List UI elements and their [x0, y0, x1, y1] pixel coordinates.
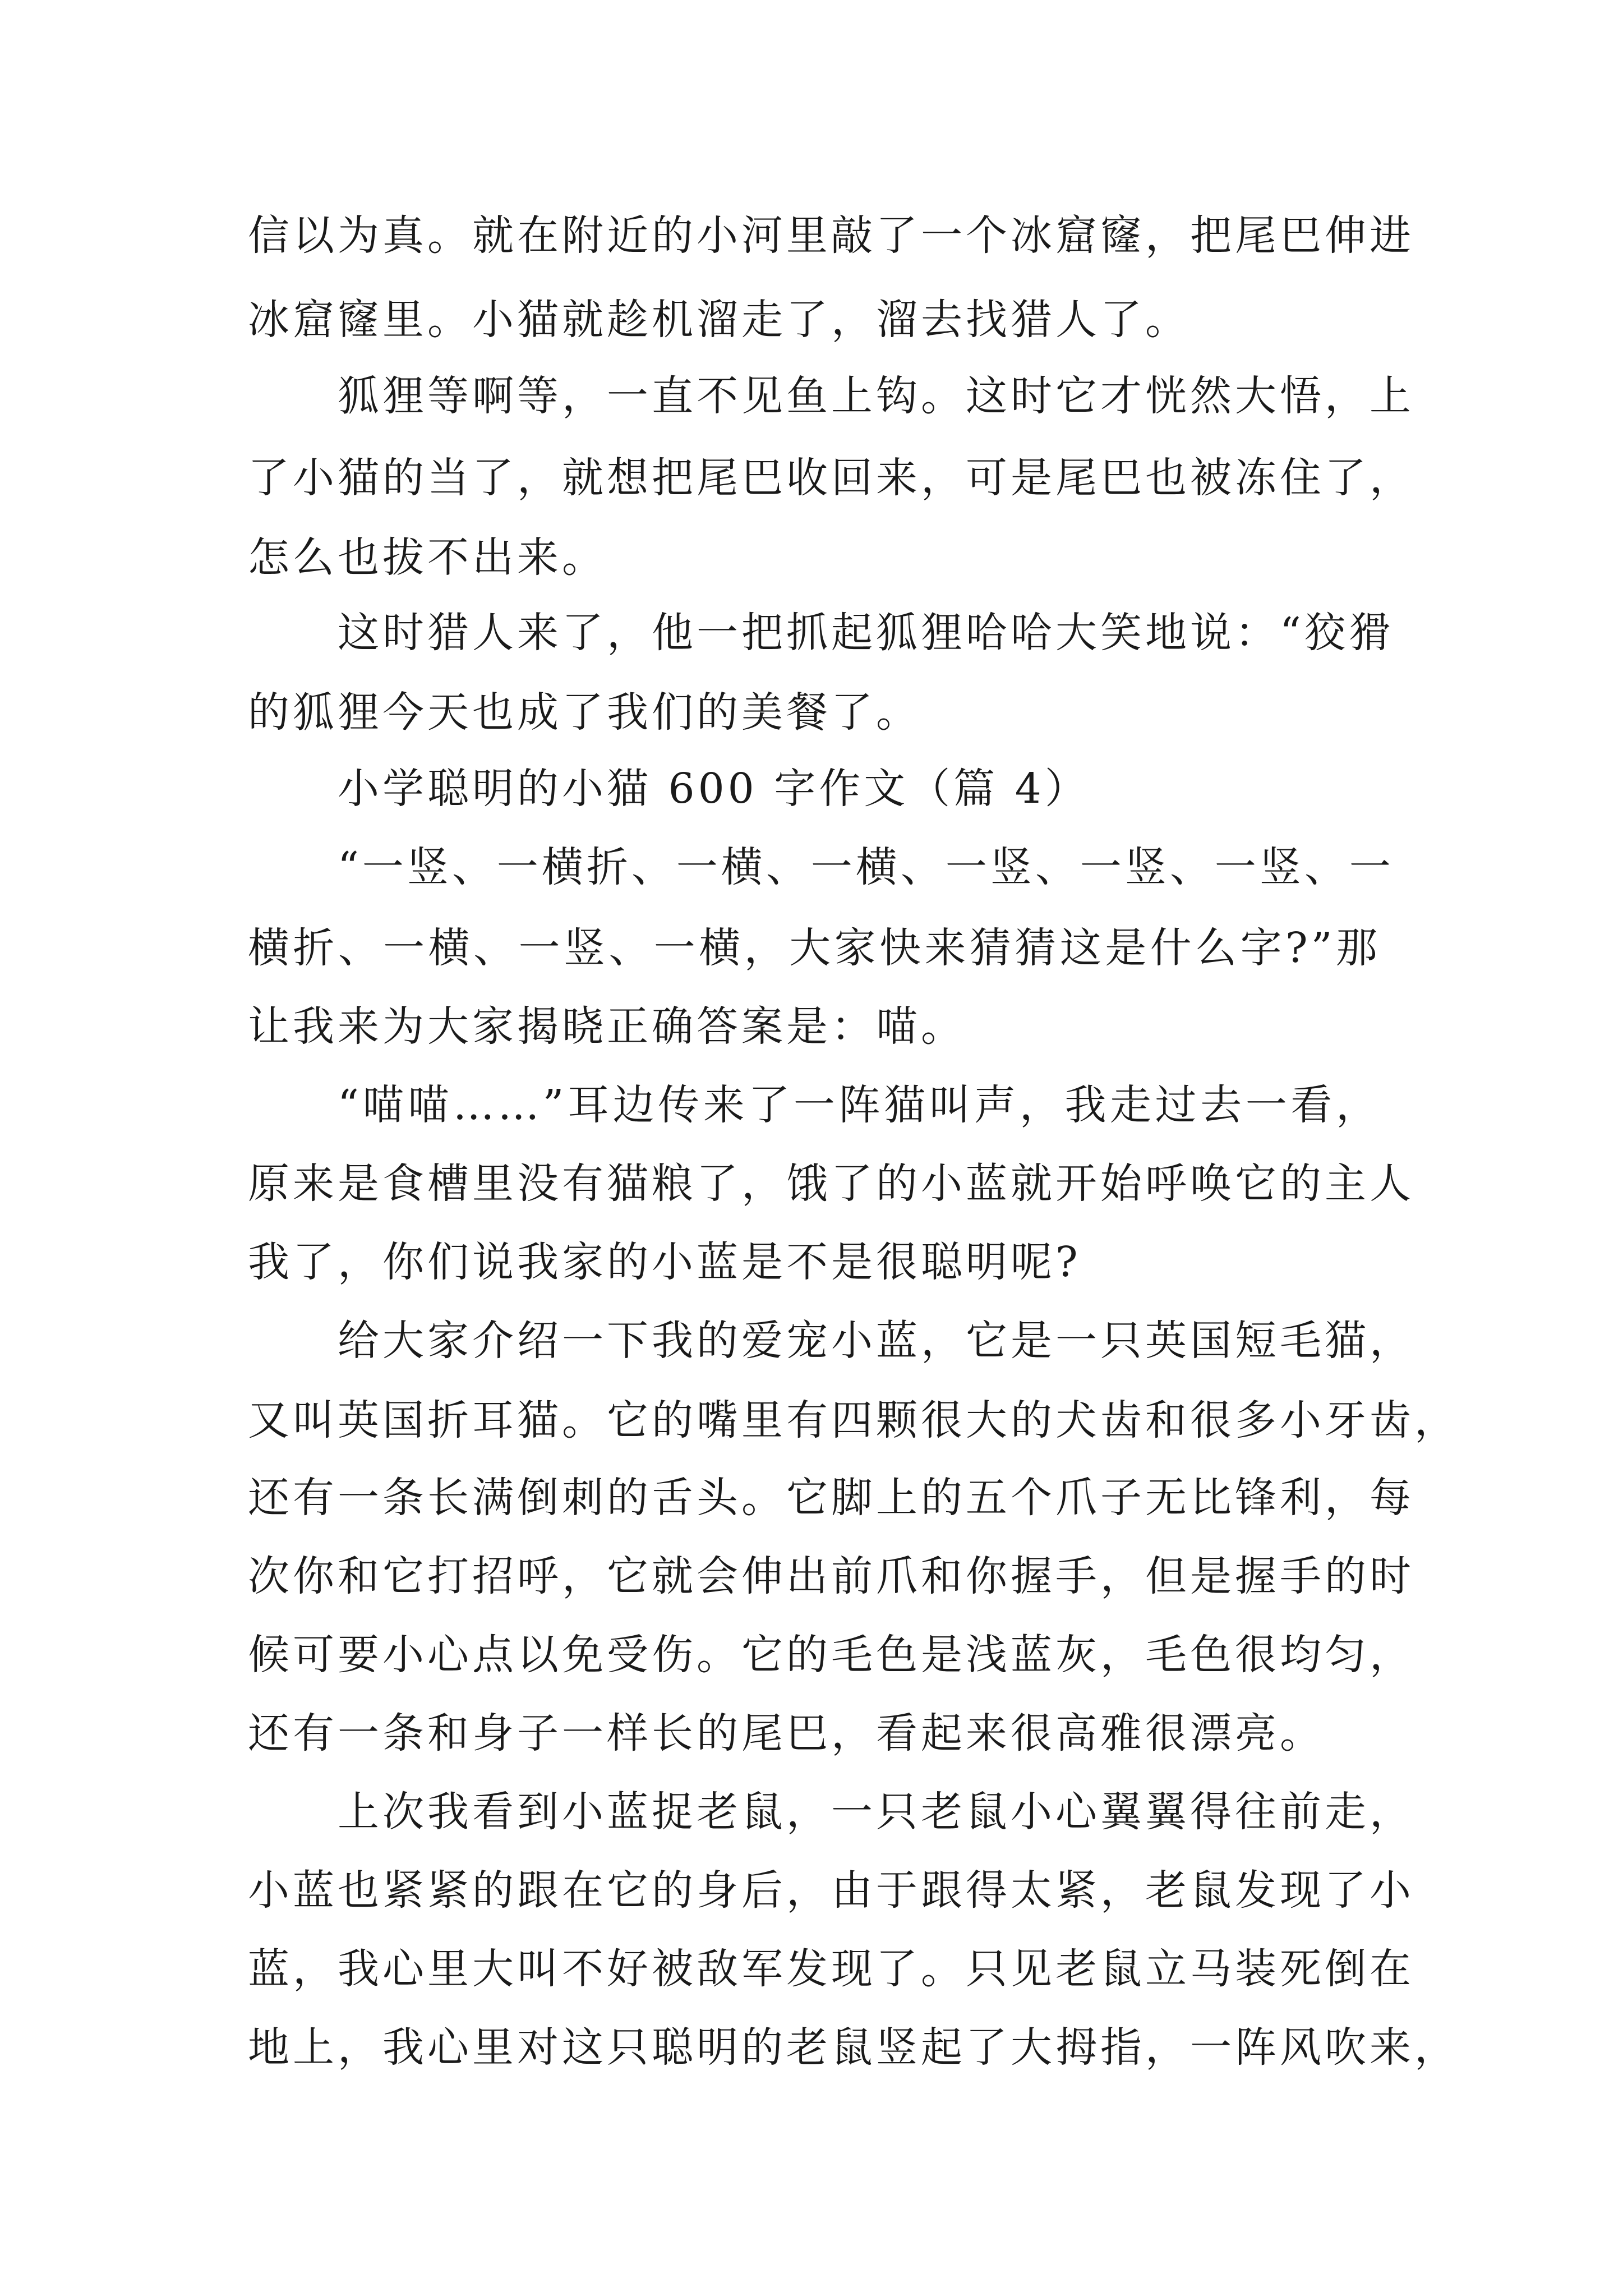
text-line: 上次我看到小蓝捉老鼠，一只老鼠小心翼翼得往前走， [338, 1788, 1414, 1836]
text-line: 还有一条长满倒刺的舌头。它脚上的五个爪子无比锋利，每 [248, 1474, 1414, 1522]
text-line: 又叫英国折耳猫。它的嘴里有四颗很大的犬齿和很多小牙齿， [248, 1396, 1459, 1444]
text-line: 我了，你们说我家的小蓝是不是很聪明呢? [248, 1238, 1081, 1286]
text-line: 怎么也拔不出来。 [248, 533, 607, 582]
text-line: 原来是食槽里没有猫粮了，饿了的小蓝就开始呼唤它的主人 [248, 1159, 1414, 1208]
text-line: 的狐狸今天也成了我们的美餐了。 [248, 688, 921, 737]
text-line: 冰窟窿里。小猫就趁机溜走了，溜去找猎人了。 [248, 296, 1190, 344]
text-line: 小蓝也紧紧的跟在它的身后，由于跟得太紧，老鼠发现了小 [248, 1866, 1414, 1915]
text-line: “一竖、一横折、一横、一横、一竖、一竖、一竖、一 [338, 843, 1394, 891]
text-line: 信以为真。就在附近的小河里敲了一个冰窟窿，把尾巴伸进 [248, 211, 1414, 260]
text-line: “喵喵……”耳边传来了一阵猫叫声，我走过去一看， [338, 1081, 1381, 1129]
text-line: 这时猎人来了，他一把抓起狐狸哈哈大笑地说：“狡猾 [338, 609, 1394, 657]
text-line: 横折、一横、一竖、一横，大家快来猜猜这是什么字?”那 [248, 924, 1381, 972]
text-line: 狐狸等啊等，一直不见鱼上钩。这时它才恍然大悟，上 [338, 372, 1414, 420]
text-line: 了小猫的当了，就想把尾巴收回来，可是尾巴也被冻住了， [248, 454, 1414, 502]
text-line: 地上，我心里对这只聪明的老鼠竖起了大拇指，一阵风吹来， [248, 2023, 1459, 2072]
text-line: 让我来为大家揭晓正确答案是：喵。 [248, 1002, 966, 1051]
section-heading: 小学聪明的小猫 600 字作文（篇 4） [338, 765, 1090, 813]
text-line: 候可要小心点以免受伤。它的毛色是浅蓝灰，毛色很均匀， [248, 1631, 1414, 1679]
text-line: 还有一条和身子一样长的尾巴，看起来很高雅很漂亮。 [248, 1709, 1325, 1757]
text-line: 次你和它打招呼，它就会伸出前爪和你握手，但是握手的时 [248, 1552, 1414, 1600]
text-line: 给大家介绍一下我的爱宠小蓝，它是一只英国短毛猫， [338, 1317, 1414, 1365]
text-line: 蓝，我心里大叫不好被敌军发现了。只见老鼠立马装死倒在 [248, 1945, 1414, 1993]
